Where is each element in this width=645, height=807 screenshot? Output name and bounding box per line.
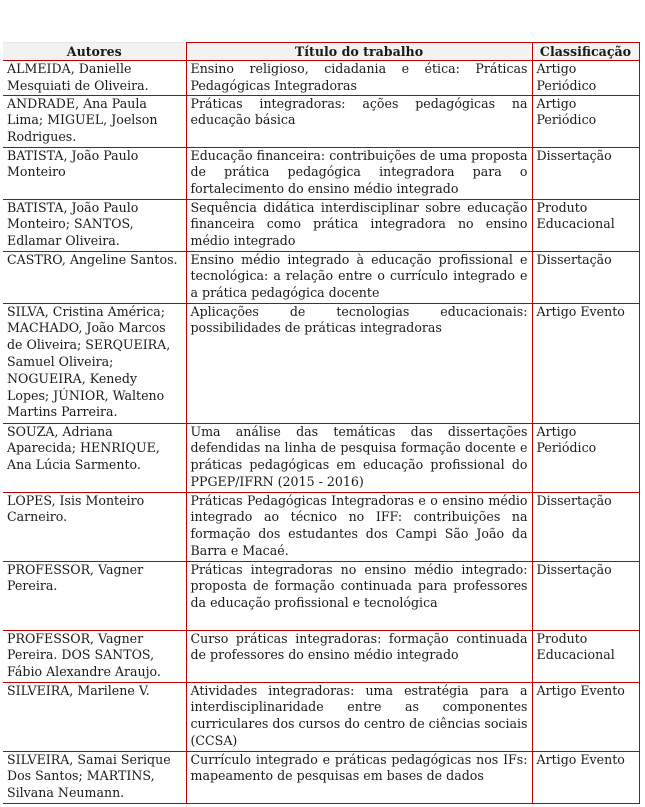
table-row (3, 251, 639, 303)
cell-title: Práticas integradoras: ações pedagógicas na educação básica (186, 95, 532, 147)
cell-classification: Artigo Evento (532, 303, 639, 423)
cell-title: Práticas Pedagógicas Integradoras e o ensino médio integrado ao técnico no IFF: contribuições na formação dos estudantes dos Campi São João da Barra e Macaé. (186, 492, 532, 561)
cell-classification: Artigo Evento (532, 751, 639, 803)
header-classification: Classificação (532, 43, 639, 61)
cell-authors: ALMEIDA, Danielle Mesquiati de Oliveira. (3, 61, 186, 96)
cell-authors: LOPES, Isis Monteiro Carneiro. (3, 492, 186, 561)
cell-title: Ensino religioso, cidadania e ética: Práticas Pedagógicas Integradoras (186, 61, 532, 96)
cell-authors: SILVA, Cristina América; MACHADO, João Marcos de Oliveira; SERQUEIRA, Samuel Oliveira; NOGUEIRA, Kenedy Lopes; JÚNIOR, Walteno Martins Parreira. (3, 303, 186, 423)
cell-title: Atividades integradoras: uma estratégia para a interdisciplinaridade entre as componentes curriculares dos cursos do centro de ciências sociais (CCSA) (186, 682, 532, 751)
cell-authors: PROFESSOR, Vagner Pereira. (3, 561, 186, 630)
cell-title: Currículo integrado e práticas pedagógicas nos IFs: mapeamento de pesquisas em bases de dados (186, 751, 532, 803)
table-row (3, 199, 639, 251)
cell-classification: Artigo Periódico (532, 61, 639, 96)
cell-classification: Produto Educacional (532, 630, 639, 682)
cell-authors: SOUZA, Adriana Aparecida; HENRIQUE, Ana Lúcia Sarmento. (3, 423, 186, 492)
table-row (3, 95, 639, 147)
cell-title: Sequência didática interdisciplinar sobre educação financeira como prática integradora no ensino médio integrado (186, 199, 532, 251)
table-row (3, 751, 639, 803)
table-row (3, 147, 639, 199)
header-authors: Autores (3, 43, 186, 61)
table-row (3, 303, 639, 423)
cell-classification: Artigo Periódico (532, 423, 639, 492)
cell-title: Ensino médio integrado à educação profissional e tecnológica: a relação entre o currículo integrado e a prática pedagógica docente (186, 251, 532, 303)
cell-title: Aplicações de tecnologias educacionais: possibilidades de práticas integradoras (186, 303, 532, 423)
cell-title: Educação financeira: contribuições de uma proposta de prática pedagógica integradora para o fortalecimento do ensino médio integrado (186, 147, 532, 199)
cell-authors: SILVEIRA, Samai Serique Dos Santos; MARTINS, Silvana Neumann. (3, 751, 186, 803)
cell-title: Uma análise das temáticas das dissertações defendidas na linha de pesquisa formação docente e práticas pedagógicas em educação profissional do PPGEP/IFRN (2015 - 2016) (186, 423, 532, 492)
table-row (3, 492, 639, 561)
cell-authors: BATISTA, João Paulo Monteiro (3, 147, 186, 199)
table-row (3, 630, 639, 682)
table-row (3, 561, 639, 630)
cell-authors: BATISTA, João Paulo Monteiro; SANTOS, Edlamar Oliveira. (3, 199, 186, 251)
works-table (3, 42, 640, 804)
cell-classification: Artigo Evento (532, 682, 639, 751)
cell-classification: Dissertação (532, 251, 639, 303)
table-row (3, 682, 639, 751)
cell-title: Práticas integradoras no ensino médio integrado: proposta de formação continuada para professores da educação profissional e tecnológica (186, 561, 532, 630)
cell-classification: Dissertação (532, 492, 639, 561)
cell-classification: Produto Educacional (532, 199, 639, 251)
cell-authors: SILVEIRA, Marilene V. (3, 682, 186, 751)
header-row (3, 43, 639, 61)
cell-classification: Dissertação (532, 147, 639, 199)
header-title: Título do trabalho (186, 43, 532, 61)
cell-authors: PROFESSOR, Vagner Pereira. DOS SANTOS, Fábio Alexandre Araujo. (3, 630, 186, 682)
table-row (3, 61, 639, 96)
cell-authors: CASTRO, Angeline Santos. (3, 251, 186, 303)
cell-classification: Dissertação (532, 561, 639, 630)
cell-authors: ANDRADE, Ana Paula Lima; MIGUEL, Joelson Rodrigues. (3, 95, 186, 147)
table-row (3, 423, 639, 492)
cell-classification: Artigo Periódico (532, 95, 639, 147)
cell-title: Curso práticas integradoras: formação continuada de professores do ensino médio integrado (186, 630, 532, 682)
